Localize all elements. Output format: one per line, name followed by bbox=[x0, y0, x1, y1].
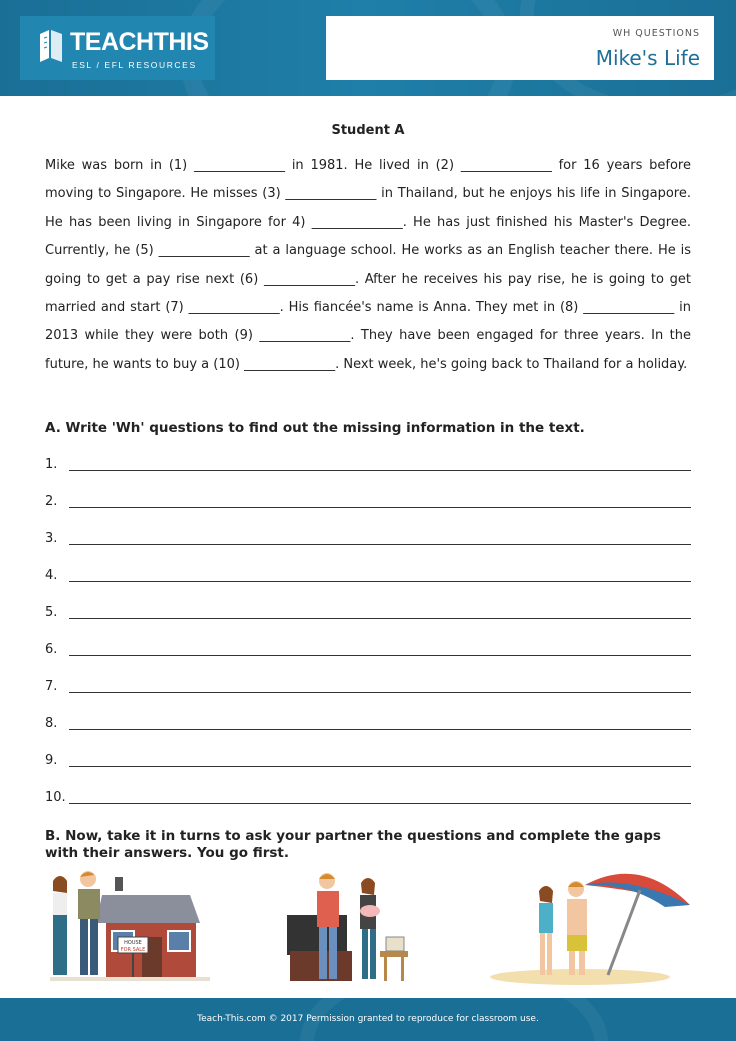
answer-line[interactable] bbox=[69, 470, 691, 471]
answer-line[interactable] bbox=[69, 692, 691, 693]
beach-couple-illustration bbox=[490, 865, 695, 985]
question-list bbox=[45, 448, 691, 818]
title-box bbox=[326, 16, 714, 80]
answer-line[interactable] bbox=[69, 803, 691, 804]
student-label: Student A bbox=[331, 123, 405, 138]
question-number: 1. bbox=[45, 457, 58, 472]
question-number: 8. bbox=[45, 716, 58, 731]
answer-line[interactable] bbox=[69, 655, 691, 656]
question-number: 9. bbox=[45, 753, 58, 768]
answer-line[interactable] bbox=[69, 729, 691, 730]
question-row[interactable] bbox=[45, 744, 691, 781]
header-banner bbox=[0, 0, 736, 96]
worksheet-title: Mike's Life bbox=[595, 46, 700, 70]
question-number: 5. bbox=[45, 605, 58, 620]
couple-house-illustration bbox=[40, 865, 210, 985]
logo-subtitle: ESL / EFL RESOURCES bbox=[72, 60, 197, 70]
question-row[interactable] bbox=[45, 559, 691, 596]
answer-line[interactable] bbox=[69, 544, 691, 545]
question-row[interactable] bbox=[45, 522, 691, 559]
question-number: 6. bbox=[45, 642, 58, 657]
question-row[interactable] bbox=[45, 448, 691, 485]
question-row[interactable] bbox=[45, 781, 691, 818]
question-row[interactable] bbox=[45, 633, 691, 670]
answer-line[interactable] bbox=[69, 618, 691, 619]
question-row[interactable] bbox=[45, 670, 691, 707]
question-row[interactable] bbox=[45, 596, 691, 633]
question-number: 10. bbox=[45, 790, 66, 805]
section-a-heading: A. Write 'Wh' questions to find out the missing information in the text. bbox=[45, 420, 585, 436]
section-b-heading: B. Now, take it in turns to ask your partner the questions and complete the gaps with their answers. You go first. bbox=[45, 828, 661, 861]
question-number: 3. bbox=[45, 531, 58, 546]
worksheet-category: WH QUESTIONS bbox=[612, 28, 700, 39]
answer-line[interactable] bbox=[69, 507, 691, 508]
question-row[interactable] bbox=[45, 707, 691, 744]
footer-banner bbox=[0, 998, 736, 1041]
logo-title: TEACHTHIS bbox=[70, 28, 209, 56]
sign-text-line-2: FOR SALE bbox=[120, 947, 146, 953]
answer-line[interactable] bbox=[69, 766, 691, 767]
sign-text-line-1: HOUSE bbox=[124, 940, 142, 946]
question-number: 2. bbox=[45, 494, 58, 509]
footer-text: Teach-This.com © 2017 Permission granted to reproduce for classroom use. bbox=[197, 1014, 539, 1024]
logo bbox=[20, 16, 215, 80]
question-number: 7. bbox=[45, 679, 58, 694]
reading-passage: Mike was born in (1) ______________ in 1981. He lived in (2) ______________ for 16 years before moving to Singapore. He misses (3) ______________ in Thailand, but he enjoys his life in Singapore. He has been living in Singapore for 4) ______________. He has just finished his Master's Degree. Currently, he (5) ______________ at a language school. He works as an English teacher there. He is going to get a pay rise next (6) ______________. After he receives his pay rise, he is going to get married and start (7) ______________. His fiancée's name is Anna. They met in (8) ______________ in 2013 while they were both (9) ______________. They have been engaged for three years. In the future, he wants to buy a (10) ______________. Next week, he's going back to Thailand for a holiday. bbox=[45, 158, 691, 372]
answer-line[interactable] bbox=[69, 581, 691, 582]
question-row[interactable] bbox=[45, 485, 691, 522]
couple-baby-illustration bbox=[282, 865, 412, 985]
question-number: 4. bbox=[45, 568, 58, 583]
book-icon bbox=[36, 28, 66, 64]
